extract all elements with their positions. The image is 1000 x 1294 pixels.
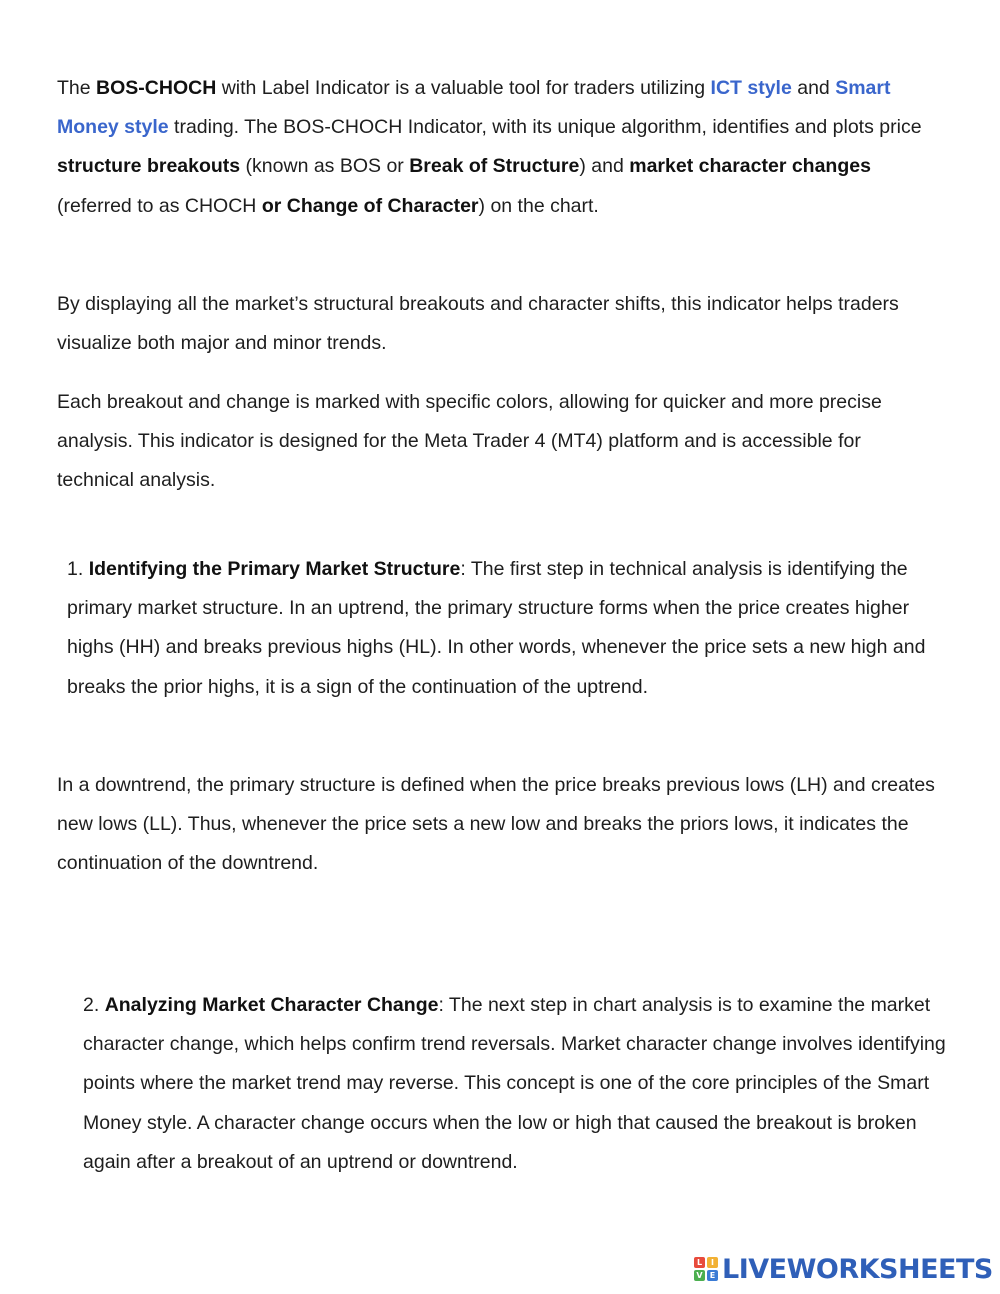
list-number: 1. <box>67 558 89 580</box>
visualize-paragraph: By displaying all the market’s structural breakouts and character shifts, this indicator helps traders visualize both major and minor trends. <box>57 293 899 355</box>
logo-block: I <box>707 1257 718 1268</box>
break-of-structure-term: Break of Structure <box>409 155 580 178</box>
market-character-changes-term: market character changes <box>629 155 871 178</box>
list-item-text: : The first step in technical analysis is identifying the primary market structure. In an uptrend, the primary structure forms when the price creates higher highs (HH) and breaks previous highs (HL). In other words, whenever the price sets a new high and breaks the prior highs, it is a sign of the continuation of the uptrend. <box>67 558 926 698</box>
list-item-character-change <box>83 986 953 1182</box>
list-item-title: Identifying the Primary Market Structure <box>88 558 461 580</box>
logo-block: V <box>694 1270 705 1281</box>
change-of-character-term: or Change of Character <box>261 194 479 217</box>
list-item-text: : The next step in chart analysis is to examine the market character change, which helps confirm trend reversals. Market character change involves identifying points where the market trend may reverse. This concept is one of the core principles of the Smart Money style. A character change occurs when the low or high that caused the breakout is broken again after a breakout of an uptrend or downtrend. <box>83 994 946 1173</box>
ict-style-link[interactable]: ICT style <box>710 77 792 99</box>
logo-block: L <box>694 1257 705 1268</box>
intro-text: ) on the chart. <box>478 194 599 217</box>
smart-money-style-link[interactable]: Smart Money style <box>57 77 891 139</box>
intro-text: (referred to as CHOCH <box>57 194 262 217</box>
intro-text: and <box>791 77 836 99</box>
intro-text: ) and <box>579 155 630 178</box>
logo-block: E <box>707 1270 718 1281</box>
list-item-title: Analyzing Market Character Change <box>104 994 439 1016</box>
downtrend-paragraph: In a downtrend, the primary structure is defined when the price breaks previous lows (LH) and creates new lows (LL). Thus, whenever the price sets a new low and breaks the priors lows, it indicates the continuation of the downtrend. <box>57 774 935 875</box>
intro-text: with Label Indicator is a valuable tool for traders utilizing <box>216 77 711 99</box>
intro-text: (known as BOS or <box>240 155 410 178</box>
liveworksheets-logo <box>694 1254 993 1284</box>
structure-breakouts-term: structure breakouts <box>57 155 241 178</box>
colors-paragraph: Each breakout and change is marked with specific colors, allowing for quicker and more precise analysis. This indicator is designed for the Meta Trader 4 (MT4) platform and is accessible for technical analysis. <box>57 391 882 492</box>
intro-text: trading. The BOS-CHOCH Indicator, with its unique algorithm, identifies and plots price <box>168 116 922 139</box>
bos-choch-term: BOS-CHOCH <box>96 77 217 99</box>
logo-text: LIVEWORKSHEETS <box>722 1253 993 1285</box>
list-item-primary-structure <box>67 550 947 707</box>
intro-text: The <box>57 77 97 99</box>
logo-blocks-icon <box>694 1257 718 1281</box>
intro-paragraph <box>57 69 937 226</box>
list-number: 2. <box>83 994 105 1016</box>
